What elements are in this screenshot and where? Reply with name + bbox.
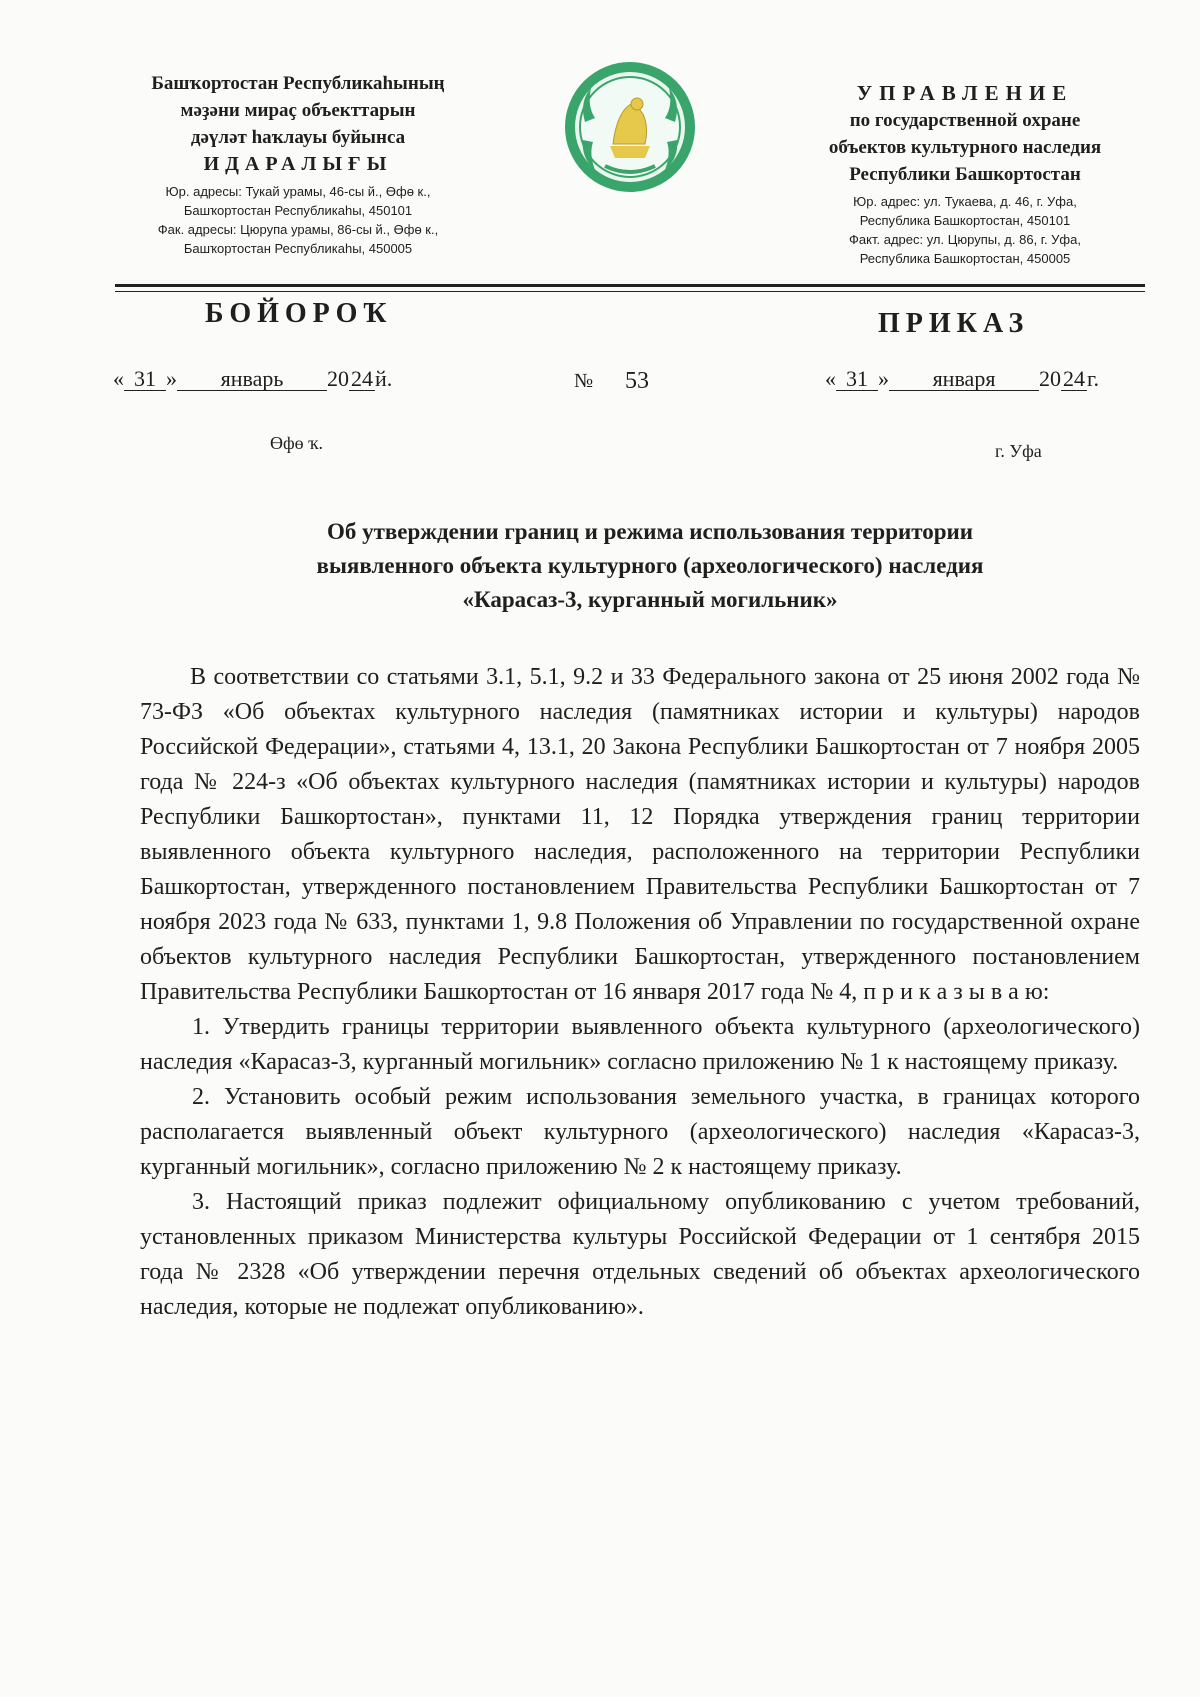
header-right-line1: УПРАВЛЕНИЕ	[856, 81, 1074, 105]
coat-of-arms-emblem	[565, 62, 695, 192]
date-right-year-suffix: 24	[1063, 366, 1085, 391]
header-right	[770, 80, 1160, 268]
date-left	[113, 366, 392, 392]
doc-type-left: БОЙОРОҠ	[205, 298, 393, 329]
doc-type-right: ПРИКАЗ	[878, 308, 1030, 339]
header-left-addr2: Башҡортостан Республикаһы, 450101	[183, 203, 413, 218]
item-paragraph-2: 2. Установить особый режим использования земельного участка, в границах которого располагается выявленный объект культурного (археологического) наследия «Карасаз-3, курганный могильник», согласно приложению № 2 к настоящему приказу.	[140, 1084, 1140, 1180]
header-left-line2: мәҙәни мираҫ объекттарын	[180, 100, 416, 121]
date-left-year-prefix: 20	[327, 366, 349, 391]
date-right-close: »	[878, 366, 889, 391]
emblem-icon	[565, 62, 695, 192]
date-right-year-mark: г.	[1087, 366, 1100, 391]
date-left-year-mark: й.	[375, 366, 393, 391]
item-paragraph-3: 3. Настоящий приказ подлежит официальному опубликованию с учетом требований, установленных приказом Министерства культуры Российской Федерации от 1 сентября 2015 года № 2328 «Об утверждении перечня отдельных сведений об объектах археологического наследия, которые не подлежат опубликованию».	[140, 1189, 1140, 1320]
header-right-addr3: Факт. адрес: ул. Цюрупы, д. 86, г. Уфа,	[849, 232, 1081, 247]
header-right-line2: по государственной охране	[849, 110, 1081, 131]
title-line-3: «Карасаз-3, курганный могильник»	[462, 587, 838, 612]
date-right-open: «	[825, 366, 836, 391]
header-left-addr3: Фак. адресы: Цюрупа урамы, 86-сы й., Өфө к.,	[157, 222, 439, 237]
document-body	[140, 660, 1140, 1325]
header-left-address	[98, 182, 498, 258]
header-left	[98, 70, 498, 258]
header-left-addr1: Юр. адресы: Тукай урамы, 46-сы й., Өфө к.,	[165, 184, 431, 199]
date-left-open: «	[113, 366, 124, 391]
date-right-day: 31	[836, 368, 878, 391]
date-right-month: января	[889, 368, 1039, 391]
header-left-addr4: Башҡортостан Республикаһы, 450005	[183, 241, 413, 256]
date-left-close: »	[166, 366, 177, 391]
date-left-year-suffix: 24	[351, 366, 373, 391]
date-right-year-prefix: 20	[1039, 366, 1061, 391]
header-right-address	[770, 192, 1160, 268]
header-divider-thin	[115, 291, 1145, 292]
date-left-day: 31	[124, 368, 166, 391]
header-left-line3: дәүләт һаҡлауы буйынса	[190, 127, 406, 148]
header-right-addr2: Республика Башкортостан, 450101	[859, 213, 1071, 228]
title-line-1: Об утверждении границ и режима использования территории	[326, 519, 974, 544]
header-left-line1: Башҡортостан Республикаһының	[151, 73, 445, 94]
title-line-2: выявленного объекта культурного (археологического) наследия	[316, 553, 984, 578]
document-title	[140, 515, 1160, 617]
header-left-line4: ИДАРАЛЫҒЫ	[203, 153, 393, 175]
header-right-line3: объектов культурного наследия	[828, 137, 1102, 158]
header-right-addr1: Юр. адрес: ул. Тукаева, д. 46, г. Уфа,	[853, 194, 1077, 209]
header-right-line4: Республики Башкортостан	[849, 164, 1081, 185]
date-right	[825, 366, 1099, 392]
header-divider-thick	[115, 284, 1145, 287]
item-paragraph-1: 1. Утвердить границы территории выявленного объекта культурного (археологического) наследия «Карасаз-3, курганный могильник» согласно приложению № 1 к настоящему приказу.	[140, 1014, 1140, 1075]
number-label: №	[574, 370, 594, 392]
order-number: 53	[625, 368, 649, 394]
date-left-month: январь	[177, 368, 327, 391]
place-left: Өфө ҡ.	[270, 433, 323, 453]
header-right-addr4: Республика Башкортостан, 450005	[859, 251, 1071, 266]
place-right: г. Уфа	[995, 441, 1042, 461]
preamble-paragraph: В соответствии со статьями 3.1, 5.1, 9.2 и 33 Федерального закона от 25 июня 2002 года № 73-ФЗ «Об объектах культурного наследия (памятниках истории и культуры) народов Российской Федерации», статьями 4, 13.1, 20 Закона Республики Башкортостан от 7 ноября 2005 года № 224-з «Об объектах культурного наследия (памятниках истории и культуры) народов Республики Башкортостан», пунктами 11, 12 Порядка утверждения границ территории выявленного объекта культурного наследия, расположенного на территории Республики Башкортостан, утвержденного постановлением Правительства Республики Башкортостан от 7 ноября 2023 года № 633, пунктами 1, 9.8 Положения об Управлении по государственной охране объектов культурного наследия Республики Башкортостан, утвержденного постановлением Правительства Республики Башкортостан от 16 января 2017 года № 4, п р и к а з ы в а ю:	[140, 664, 1140, 1005]
